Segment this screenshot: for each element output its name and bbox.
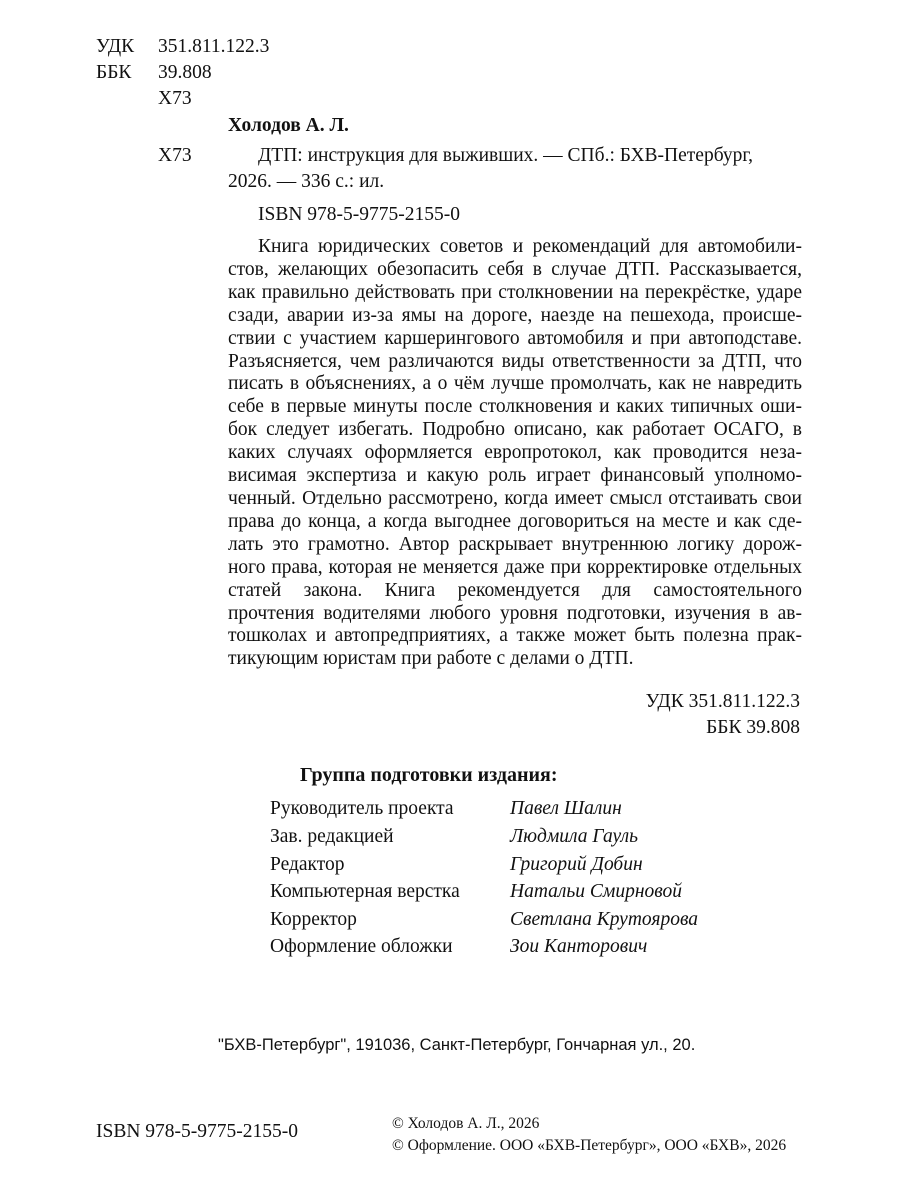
team-role: Оформление обложки — [270, 936, 453, 957]
team-name: Зои Канторович — [510, 936, 648, 957]
team-name: Людмила Гауль — [510, 826, 638, 847]
team-role: Корректор — [270, 909, 357, 930]
udk-bottom: УДК 351.811.122.3 — [645, 691, 800, 712]
team-row — [270, 824, 790, 852]
team-role: Зав. редакцией — [270, 826, 394, 847]
bbk-value: 39.808 — [158, 62, 212, 83]
team-row — [270, 907, 790, 935]
team-heading: Группа подготовки издания: — [300, 764, 558, 786]
team-name: Светлана Крутоярова — [510, 909, 699, 930]
team-row — [270, 934, 790, 962]
author-mark-entry: Х73 — [158, 145, 192, 166]
copyright-author: © Холодов А. Л., 2026 — [392, 1115, 540, 1132]
bbk-row — [96, 61, 212, 85]
udk-value: 351.811.122.3 — [158, 36, 270, 57]
author-mark-top: Х73 — [158, 88, 192, 109]
bbk-bottom: ББК 39.808 — [706, 717, 800, 738]
publisher-address: "БХВ-Петербург", 191036, Санкт-Петербург, Гончарная ул., 20. — [218, 1036, 696, 1054]
title-line-2: 2026. — 336 с.: ил. — [228, 171, 385, 192]
isbn-footer: ISBN 978-5-9775-2155-0 — [96, 1121, 299, 1142]
team-role: Компьютерная верстка — [270, 881, 460, 902]
udk-label: УДК — [96, 36, 135, 57]
author-heading: Холодов А. Л. — [228, 115, 349, 136]
copyright-design: © Оформление. ООО «БХВ-Петербург», ООО «БХВ», 2026 — [392, 1137, 787, 1154]
team-role: Редактор — [270, 854, 345, 875]
team-name: Григорий Добин — [510, 854, 643, 875]
team-row — [270, 852, 790, 880]
bbk-label: ББК — [96, 62, 132, 83]
annotation-paragraph: Книга юридических советов и рекомендаций для автомобилистов, желающих обезопасить себя в случае ДТП. Рассказывается, как правильно действовать при столкновении на перекрёстке, ударе сзади, аварии из-за ямы на дороге, наезде на пешехода, происшествии с участием каршерингового автомобиля и при автоподставе. Разъясняется, чем различаются виды ответственности за ДТП, что писать в объяснениях, а о чём лучше промолчать, как не навредить себе в первые минуты после столкновения и каких типичных ошибок следует избегать. Подробно описано, как работает ОСАГО, в каких случаях оформляется европротокол, как проводится независимая экспертиза и какую роль играет финансовый уполномоченный. Отдельно рассмотрено, когда имеет смысл отстаивать свои права до конца, а когда выгоднее договориться на месте и как сделать это грамотно. Автор раскрывает внутреннюю логику дорожного права, которая не меняется даже при корректировке отдельных статей закона. Книга рекомендуется для самостоятельного прочтения водителями любого уровня подготовки, изучения в автошколах и автопредприятиях, а также может быть полезна практикующим юристам при работе с делами о ДТП. — [228, 236, 802, 670]
team-row — [270, 879, 790, 907]
team-name: Натальи Смирновой — [510, 881, 682, 902]
udk-row — [96, 35, 269, 59]
title-line-1: ДТП: инструкция для выживших. — СПб.: БХВ-Петербург, — [258, 145, 754, 166]
isbn-entry: ISBN 978-5-9775-2155-0 — [258, 204, 461, 225]
team-role: Руководитель проекта — [270, 798, 454, 819]
team-row — [270, 796, 790, 824]
team-name: Павел Шалин — [510, 798, 622, 819]
